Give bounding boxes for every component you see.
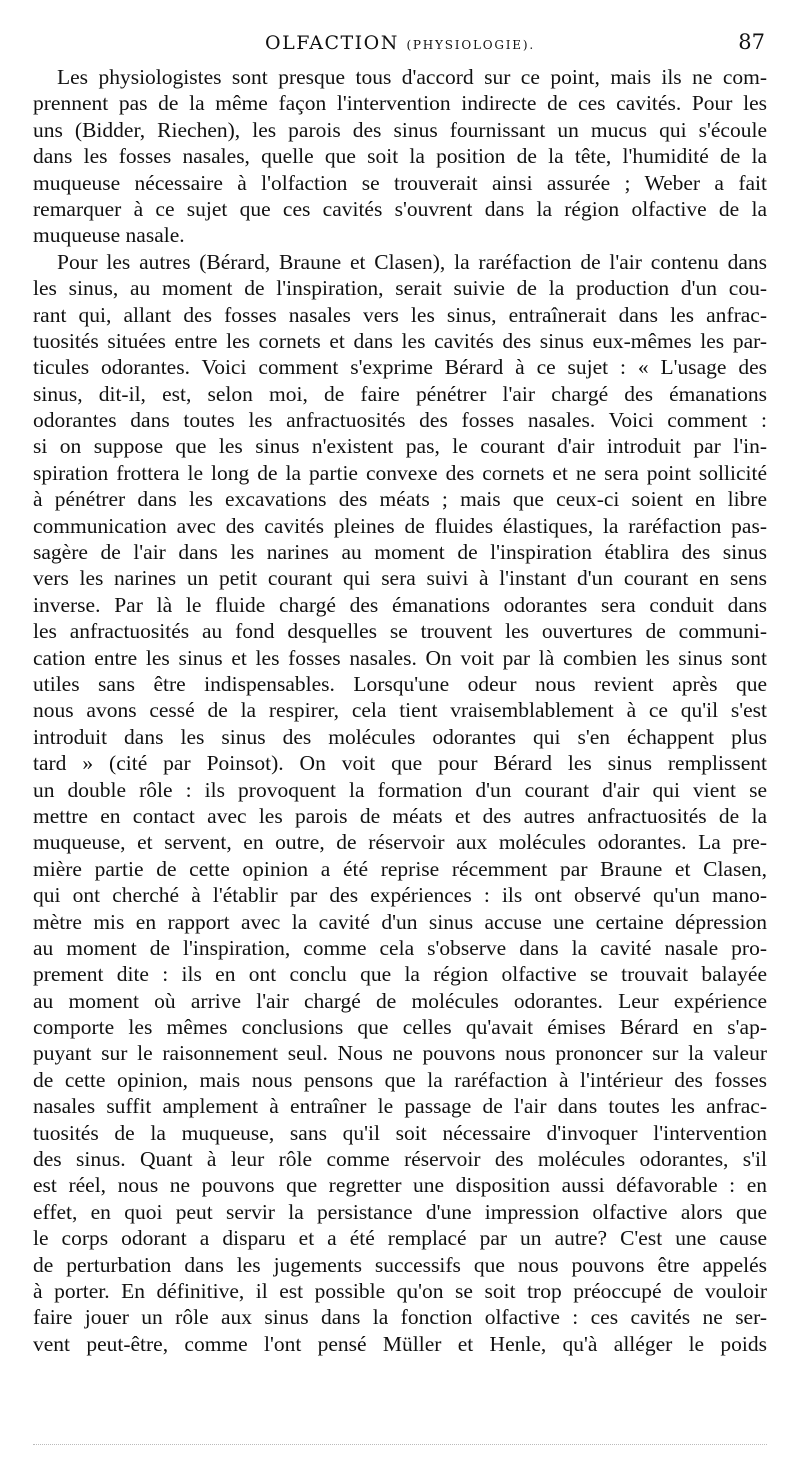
text-line: communication avec des cavités pleines de fluides élastiques, la raréfaction pas- [33, 513, 767, 538]
text-line: inverse. Par là le fluide chargé des émanations odorantes sera conduit dans [33, 592, 767, 617]
text-line: comporte les mêmes conclusions que celles qu'avait émises Bérard en s'ap- [33, 1015, 767, 1040]
text-line: mettre en contact avec les parois de méats et des autres anfractuosités de la [33, 803, 767, 828]
document-page [33, 30, 767, 1357]
text-line: est réel, nous ne pouvons que regretter une disposition aussi défavorable : en [33, 1173, 767, 1198]
text-line: odorantes dans toutes les anfractuosités des fosses nasales. Voici comment : [33, 408, 767, 433]
text-line: sagère de l'air dans les narines au moment de l'inspiration établira des sinus [33, 540, 767, 565]
body-text [33, 64, 767, 1357]
text-line: muqueuse nasale. [33, 223, 185, 248]
text-line: uns (Bidder, Riechen), les parois des sinus fournissant un mucus qui s'écoule [33, 117, 767, 142]
text-line: utiles sans être indispensables. Lorsqu'une odeur nous revient après que [33, 671, 767, 696]
text-line: mière partie de cette opinion a été reprise récemment par Braune et Clasen, [33, 856, 767, 881]
text-line: nous avons cessé de la respirer, cela tient vraisemblablement à ce qu'il s'est [33, 698, 767, 723]
text-line: Pour les autres (Bérard, Braune et Clasen), la raréfaction de l'air contenu dans [57, 249, 767, 274]
text-line: un double rôle : ils provoquent la formation d'un courant d'air qui vient se [33, 777, 767, 802]
text-line: prennent pas de la même façon l'intervention indirecte de ces cavités. Pour les [33, 91, 767, 116]
text-line: qui ont cherché à l'établir par des expériences : ils ont observé qu'un mano- [33, 883, 767, 908]
text-line: mètre mis en rapport avec la cavité d'un sinus accuse une certaine dépression [33, 909, 767, 934]
text-line: si on suppose que les sinus n'existent pas, le courant d'air introduit par l'in- [33, 434, 767, 459]
text-line: à pénétrer dans les excavations des méats ; mais que ceux-ci soient en libre [33, 487, 767, 512]
text-line: nasales suffit amplement à entraîner le passage de l'air dans toutes les anfrac- [33, 1094, 767, 1119]
text-line: prement dite : ils en ont conclu que la région olfactive se trouvait balayée [33, 962, 767, 987]
text-line: sinus, dit-il, est, selon moi, de faire pénétrer l'air chargé des émanations [33, 381, 767, 406]
text-line: de cette opinion, mais nous pensons que la raréfaction à l'intérieur des fosses [33, 1067, 767, 1092]
text-line: vent peut-être, comme l'ont pensé Müller et Henle, qu'à alléger le poids [33, 1331, 767, 1356]
text-line: effet, en quoi peut servir la persistance d'une impression olfactive alors que [33, 1199, 767, 1224]
text-line: le corps odorant a disparu et a été remplacé par un autre? C'est une cause [33, 1226, 767, 1251]
text-line: à porter. En définitive, il est possible qu'on se soit trop préoccupé de vouloir [33, 1278, 767, 1303]
running-title [33, 32, 767, 54]
page-number: 87 [738, 30, 765, 54]
text-line: les sinus, au moment de l'inspiration, serait suivie de la production d'un cou- [33, 276, 767, 301]
text-line: cation entre les sinus et les fosses nasales. On voit par là combien les sinus sont [33, 645, 767, 670]
text-line: tard » (cité par Poinsot). On voit que pour Bérard les sinus remplissent [33, 751, 767, 776]
page-header [33, 30, 767, 64]
text-line: au moment où arrive l'air chargé de molécules odorantes. Leur expérience [33, 988, 767, 1013]
text-line: dans les fosses nasales, quelle que soit la position de la tête, l'humidité de la [33, 144, 767, 169]
running-title-main: OLFACTION [265, 32, 399, 54]
text-line: spiration frottera le long de la partie convexe des cornets et ne sera point sollicité [33, 460, 767, 485]
footer-divider [33, 1444, 767, 1445]
text-line: puyant sur le raisonnement seul. Nous ne pouvons nous prononcer sur la valeur [33, 1041, 767, 1066]
text-line: au moment de l'inspiration, comme cela s'observe dans la cavité nasale pro- [33, 935, 767, 960]
text-line: les anfractuosités au fond desquelles se trouvent les ouvertures de communi- [33, 619, 767, 644]
text-line: tuosités de la muqueuse, sans qu'il soit nécessaire d'invoquer l'intervention [33, 1120, 767, 1145]
text-line: Les physiologistes sont presque tous d'accord sur ce point, mais ils ne com- [57, 65, 767, 89]
text-line: tuosités situées entre les cornets et dans les cavités des sinus eux-mêmes les par- [33, 328, 767, 353]
text-line: rant qui, allant des fosses nasales vers les sinus, entraînerait dans les anfrac- [33, 302, 767, 327]
text-line: muqueuse nécessaire à l'olfaction se trouverait ainsi assurée ; Weber a fait [33, 170, 767, 195]
text-line: ticules odorantes. Voici comment s'exprime Bérard à ce sujet : « L'usage des [33, 355, 767, 380]
text-line: faire jouer un rôle aux sinus dans la fonction olfactive : ces cavités ne ser- [33, 1305, 767, 1330]
text-line: muqueuse, et servent, en outre, de réservoir aux molécules odorantes. La pre- [33, 830, 767, 855]
text-line: vers les narines un petit courant qui sera suivi à l'instant d'un courant en sens [33, 566, 767, 591]
text-line: des sinus. Quant à leur rôle comme réservoir des molécules odorantes, s'il [33, 1147, 767, 1172]
text-line: introduit dans les sinus des molécules odorantes qui s'en échappent plus [33, 724, 767, 749]
text-line: remarquer à ce sujet que ces cavités s'ouvrent dans la région olfactive de la [33, 196, 767, 221]
text-line: de perturbation dans les jugements successifs que nous pouvons être appelés [33, 1252, 767, 1277]
running-title-subtitle: (PHYSIOLOGIE). [406, 38, 535, 52]
